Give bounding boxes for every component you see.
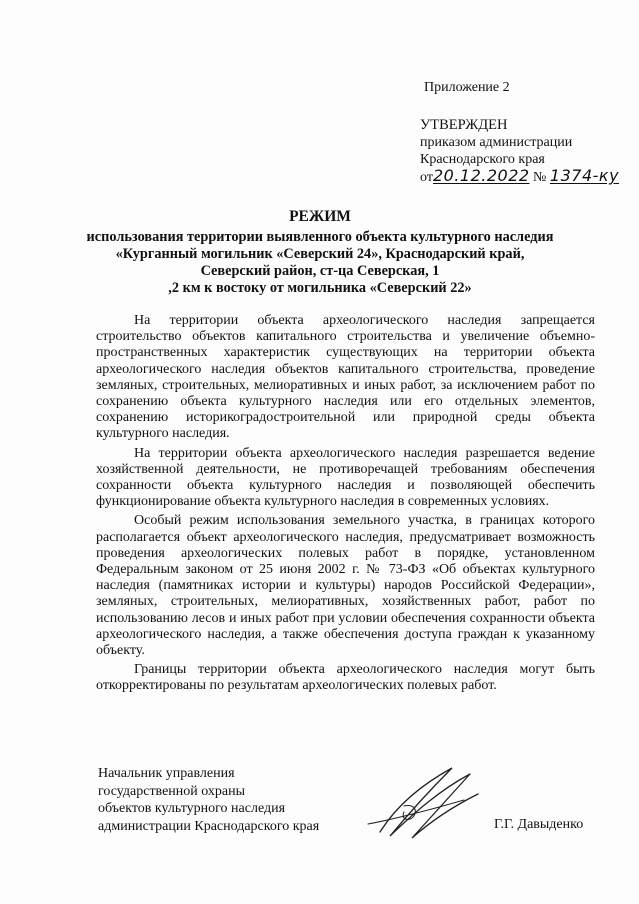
handwritten-signature	[360, 760, 490, 845]
handwritten-date: 20.12.2022	[432, 166, 530, 185]
signer-title-line-1: Начальник управления	[98, 766, 235, 781]
signer-name: Г.Г. Давыденко	[494, 817, 584, 832]
signer-title-line-3: объектов культурного наследия	[98, 801, 286, 816]
number-prefix: №	[533, 170, 547, 185]
paragraph-boundaries: Границы территории объекта археологического наследия могут быть откорректированы по результатам археологических полевых работ.	[96, 662, 595, 694]
approved-by-line2: Краснодарского края	[420, 152, 545, 167]
approval-date-line	[420, 166, 619, 186]
handwritten-number: 1374-ку	[549, 166, 620, 185]
signer-title-line-2: государственной охраны	[98, 783, 246, 799]
approval-block	[420, 117, 572, 168]
title-line-3: Северский район, ст-ца Северская, 1	[200, 263, 440, 279]
approved-heading: УТВЕРЖДЕН	[420, 117, 508, 133]
paragraph-prohibitions: На территории объекта археологического наследия запрещается строительство объектов капитального строительства и увеличение объемно-пространственных характеристик существующих на территории объекта археологического наследия объектов капитального строительства, проведение земляных, строительных, мелиоративных и иных работ, за исключением работ по сохранению объекта культурного наследия или его отдельных элементов, сохранению историкоградостроительной или природной среды объекта культурного наследия.	[96, 313, 595, 442]
title-line-1: использования территории выявленного объекта культурного наследия	[86, 229, 554, 245]
appendix-label: Приложение 2	[424, 80, 510, 95]
document-title-block	[60, 208, 580, 297]
document-title: РЕЖИМ	[289, 208, 351, 225]
title-line-2: «Курганный могильник «Северский 24», Краснодарский край,	[115, 246, 525, 262]
paragraph-permissions: На территории объекта археологического наследия разрешается ведение хозяйственной деятельности, не противоречащей требованиям обеспечения сохранности объекта культурного наследия и позволяющей обеспечить функционирование объекта культурного наследия в современных условиях.	[96, 445, 595, 510]
paragraph-special-regime: Особый режим использования земельного участка, в границах которого располагается объект археологического наследия, предусматривает возможность проведения археологических полевых работ в порядке, установленном Федеральным законом от 25 июня 2002 г. № 73-ФЗ «Об объектах культурного наследия (памятниках истории и культуры) народов Российской Федерации», земляных, строительных, мелиоративных, хозяйственных работ, работ по использованию лесов и иных работ при условии обеспечения сохранности объекта археологического наследия, а также обеспечения доступа граждан к указанному объекту.	[96, 513, 595, 659]
date-prefix: от	[420, 170, 433, 185]
signer-title-line-4: администрации Краснодарского края	[98, 818, 320, 834]
document-body	[96, 313, 595, 698]
signer-title-block	[98, 765, 319, 835]
approved-by-line1: приказом администрации	[420, 135, 573, 150]
title-line-4: ,2 км к востоку от могильника «Северский 22»	[168, 280, 472, 296]
